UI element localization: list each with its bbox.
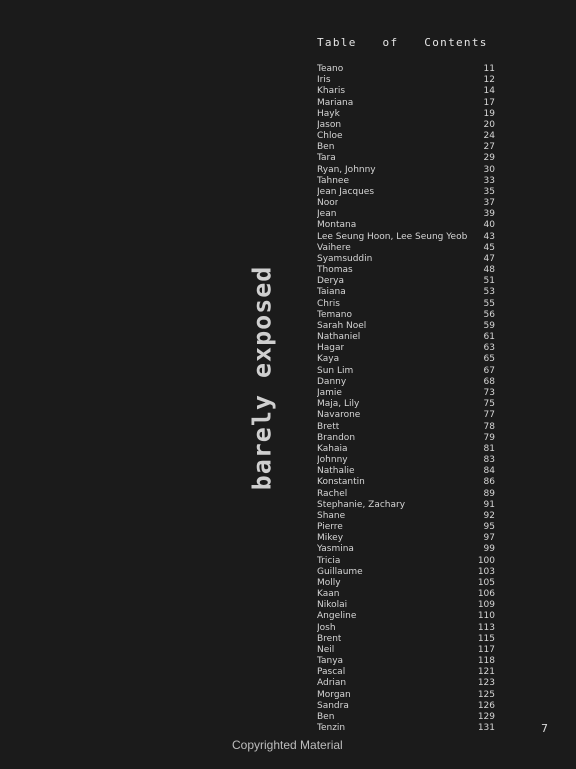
toc-entry-name: Taiana (317, 287, 346, 298)
toc-entry-page: 11 (483, 64, 495, 74)
toc-entry-page: 29 (483, 153, 495, 164)
toc-entry-page: 51 (483, 276, 495, 287)
toc-entry-page: 47 (483, 253, 495, 264)
toc-entry-name: Danny (317, 376, 347, 387)
toc-entry-name: Teano (317, 64, 344, 74)
toc-entry-name: Mikey (317, 533, 344, 544)
toc-entry (317, 678, 495, 689)
toc-entry (317, 422, 495, 433)
toc-entry (317, 455, 495, 466)
toc-entry-page: 81 (483, 443, 495, 454)
toc-entry (317, 410, 495, 421)
toc-entry-name: Maja, Lily (317, 399, 360, 410)
toc-entry-name: Jamie (317, 387, 342, 398)
toc-entry-page: 131 (477, 723, 495, 734)
toc-entry-name: Brett (317, 421, 340, 432)
toc-entry (317, 120, 495, 131)
toc-entry (317, 366, 495, 377)
toc-entry-page: 78 (483, 421, 495, 432)
toc-entry-name: Montana (317, 220, 357, 231)
toc-entry-name: Tanya (317, 656, 344, 667)
toc-entry-name: Pierre (317, 522, 343, 533)
toc-entry-page: 19 (483, 108, 495, 119)
toc-entry-page: 12 (483, 75, 495, 86)
toc-entry-name: Tricia (317, 555, 341, 566)
toc-entry (317, 690, 495, 701)
toc-entry-name: Iris (317, 75, 331, 86)
toc-entry (317, 109, 495, 120)
toc-entry-name: Stephanie, Zachary (317, 499, 406, 510)
toc-entry (317, 723, 495, 734)
toc-entry-name: Mariana (317, 97, 354, 108)
toc-entry-name: Yasmina (317, 544, 354, 555)
toc-entry-page: 30 (483, 164, 495, 175)
toc-entry-name: Jean (317, 209, 337, 220)
toc-entry-page: 84 (483, 466, 495, 477)
toc-entry (317, 556, 495, 567)
toc-entry-name: Kaya (317, 354, 340, 365)
toc-entry-name: Rachel (317, 488, 348, 499)
toc-entry-name: Vaihere (317, 242, 351, 253)
toc-entry (317, 243, 495, 254)
toc-entry (317, 645, 495, 656)
toc-entry-name: Brent (317, 633, 342, 644)
toc-entry-name: Nathaniel (317, 332, 361, 343)
toc-entry-page: 73 (483, 387, 495, 398)
toc-entry-page: 14 (483, 86, 495, 97)
toc-entry-page: 68 (483, 376, 495, 387)
toc-entry-page: 55 (483, 298, 495, 309)
toc-entry-page: 27 (483, 142, 495, 153)
toc-entry (317, 611, 495, 622)
toc-entry-page: 53 (483, 287, 495, 298)
toc-entry-page: 109 (477, 600, 495, 611)
toc-entry-name: Chris (317, 298, 340, 309)
toc-entry-page: 75 (483, 399, 495, 410)
toc-entry-page: 106 (477, 589, 495, 600)
toc-entry-name: Jean Jacques (317, 186, 375, 197)
toc-entry (317, 634, 495, 645)
toc-entry (317, 343, 495, 354)
toc-entry-name: Hayk (317, 108, 340, 119)
toc-entry (317, 198, 495, 209)
toc-entry-page: 123 (477, 678, 495, 689)
toc-entry-name: Sun Lim (317, 365, 354, 376)
toc-heading: Table of Contents (317, 36, 488, 49)
toc-entry (317, 377, 495, 388)
toc-entry (317, 466, 495, 477)
toc-entry-page: 17 (483, 97, 495, 108)
toc-entry-page: 89 (483, 488, 495, 499)
toc-entry-name: Adrian (317, 678, 347, 689)
toc-entry-page: 77 (483, 410, 495, 421)
toc-entry-page: 103 (477, 566, 495, 577)
toc-entry-name: Derya (317, 276, 345, 287)
toc-entry-name: Josh (317, 622, 336, 633)
toc-entry (317, 388, 495, 399)
toc-entry-page: 40 (483, 220, 495, 231)
toc-entry (317, 567, 495, 578)
toc-entry (317, 98, 495, 109)
toc-entry-name: Morgan (317, 689, 351, 700)
toc-entry (317, 332, 495, 343)
toc-entry-page: 37 (483, 198, 495, 209)
toc-entry (317, 209, 495, 220)
toc-entry-page: 129 (477, 711, 495, 722)
toc-entry-name: Thomas (317, 265, 353, 276)
toc-entry-page: 121 (477, 667, 495, 678)
toc-entry (317, 533, 495, 544)
copyright-watermark: Copyrighted Material (232, 738, 343, 752)
toc-entry (317, 701, 495, 712)
toc-entry-name: Navarone (317, 410, 361, 421)
toc-entry (317, 153, 495, 164)
toc-entry (317, 522, 495, 533)
toc-entry (317, 511, 495, 522)
toc-entry (317, 500, 495, 511)
toc-entry (317, 444, 495, 455)
toc-entry-name: Kharis (317, 86, 346, 97)
toc-entry (317, 75, 495, 86)
toc-entry (317, 310, 495, 321)
toc-entry-page: 35 (483, 186, 495, 197)
toc-entry (317, 354, 495, 365)
toc-entry-name: Shane (317, 510, 346, 521)
toc-entry-page: 105 (477, 577, 495, 588)
toc-entry (317, 232, 495, 243)
toc-entry (317, 220, 495, 231)
toc-entry-page: 43 (483, 231, 495, 242)
toc-entry-name: Angeline (317, 611, 357, 622)
toc-entry-name: Ryan, Johnny (317, 164, 376, 175)
toc-entry-page: 115 (477, 633, 495, 644)
toc-entry-page: 79 (483, 432, 495, 443)
toc-entry (317, 64, 495, 75)
toc-entry (317, 276, 495, 287)
toc-entry-page: 100 (477, 555, 495, 566)
toc-entry-page: 67 (483, 365, 495, 376)
toc-entry-name: Pascal (317, 667, 346, 678)
toc-entry-name: Tahnee (317, 175, 350, 186)
toc-entry (317, 321, 495, 332)
toc-entry-name: Neil (317, 644, 335, 655)
toc-entry (317, 589, 495, 600)
toc-entry-page: 125 (477, 689, 495, 700)
toc-entry-name: Kaan (317, 589, 340, 600)
toc-entry (317, 656, 495, 667)
toc-entry-page: 118 (477, 656, 495, 667)
toc-entry-page: 39 (483, 209, 495, 220)
toc-entry-name: Brandon (317, 432, 356, 443)
toc-entry (317, 623, 495, 634)
toc-entry-page: 126 (477, 700, 495, 711)
toc-entry (317, 265, 495, 276)
toc-entry (317, 254, 495, 265)
toc-entry (317, 165, 495, 176)
toc-entry-page: 61 (483, 332, 495, 343)
toc-entry-page: 92 (483, 510, 495, 521)
toc-entry-name: Noor (317, 198, 339, 209)
toc-entry-page: 24 (483, 131, 495, 142)
toc-entry-page: 95 (483, 522, 495, 533)
toc-entry-page: 113 (477, 622, 495, 633)
toc-entry-page: 91 (483, 499, 495, 510)
toc-entry-name: Chloe (317, 131, 343, 142)
toc-entry-name: Ben (317, 711, 335, 722)
toc-entry-page: 99 (483, 544, 495, 555)
toc-entry-name: Tara (317, 153, 336, 164)
toc-list (317, 64, 495, 734)
toc-entry (317, 600, 495, 611)
toc-entry (317, 489, 495, 500)
toc-entry-page: 59 (483, 320, 495, 331)
toc-entry-page: 33 (483, 175, 495, 186)
toc-entry-name: Hagar (317, 343, 345, 354)
toc-entry-name: Tenzin (317, 723, 346, 734)
toc-entry (317, 131, 495, 142)
book-title-vertical: barely exposed (247, 265, 277, 491)
toc-entry-name: Kahaia (317, 443, 348, 454)
toc-entry (317, 544, 495, 555)
toc-entry-page: 83 (483, 455, 495, 466)
toc-entry-name: Konstantin (317, 477, 365, 488)
toc-entry-page: 48 (483, 265, 495, 276)
toc-entry (317, 712, 495, 723)
toc-entry (317, 667, 495, 678)
toc-entry-name: Syamsuddin (317, 253, 373, 264)
toc-entry (317, 399, 495, 410)
toc-entry-page: 63 (483, 343, 495, 354)
toc-entry-name: Nathalie (317, 466, 355, 477)
toc-entry (317, 578, 495, 589)
toc-entry-name: Jason (317, 119, 342, 130)
toc-entry-name: Sarah Noel (317, 320, 367, 331)
toc-entry-name: Temano (317, 309, 352, 320)
toc-entry-name: Johnny (317, 455, 348, 466)
toc-entry-name: Ben (317, 142, 335, 153)
toc-entry-name: Nikolai (317, 600, 348, 611)
toc-entry (317, 287, 495, 298)
toc-entry-page: 45 (483, 242, 495, 253)
toc-entry-page: 56 (483, 309, 495, 320)
toc-entry-page: 97 (483, 533, 495, 544)
toc-entry-page: 117 (477, 644, 495, 655)
toc-entry-name: Guillaume (317, 566, 363, 577)
toc-entry-name: Sandra (317, 700, 349, 711)
toc-entry (317, 477, 495, 488)
toc-entry-name: Molly (317, 577, 341, 588)
toc-entry (317, 299, 495, 310)
toc-entry (317, 142, 495, 153)
toc-entry (317, 176, 495, 187)
page-number: 7 (541, 722, 548, 735)
toc-entry-page: 86 (483, 477, 495, 488)
toc-entry (317, 86, 495, 97)
toc-entry (317, 187, 495, 198)
toc-entry (317, 433, 495, 444)
toc-entry-page: 65 (483, 354, 495, 365)
toc-entry-name: Lee Seung Hoon, Lee Seung Yeob (317, 231, 468, 242)
toc-entry-page: 110 (477, 611, 495, 622)
toc-entry-page: 20 (483, 119, 495, 130)
